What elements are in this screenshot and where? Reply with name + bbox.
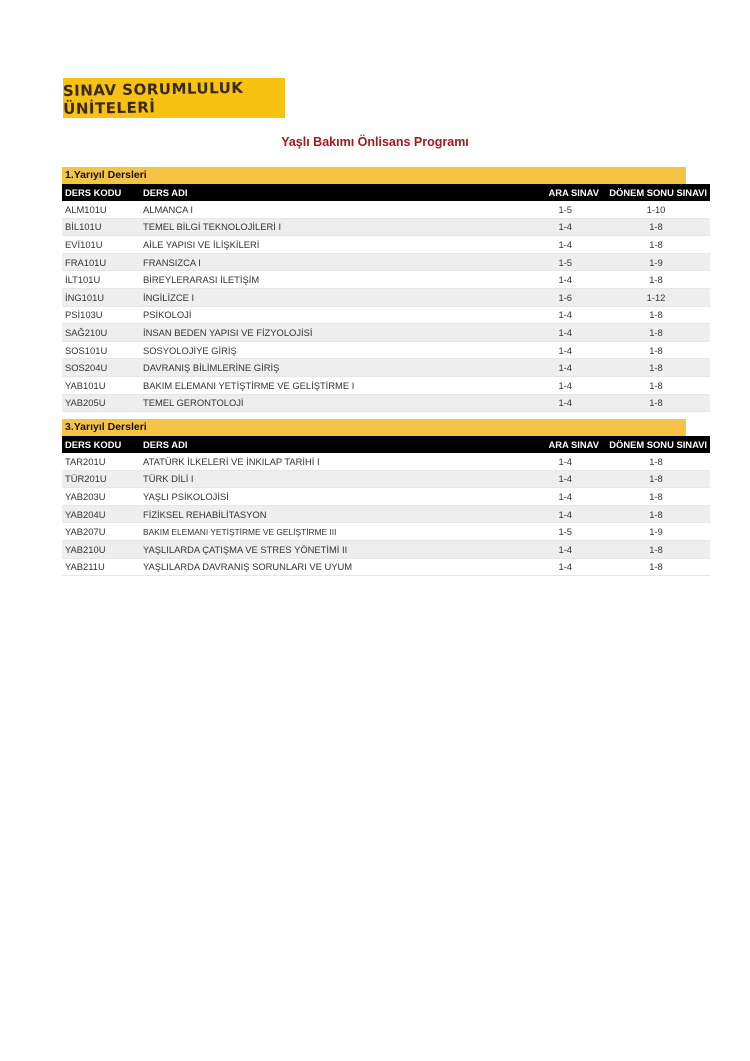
course-code: EVİ101U	[62, 236, 140, 254]
final-units: 1-8	[602, 376, 710, 394]
table-row	[62, 540, 710, 558]
course-code: SAĞ210U	[62, 324, 140, 342]
course-name: İNSAN BEDEN YAPISI VE FİZYOLOJİSİ	[140, 324, 486, 342]
midterm-units: 1-4	[486, 558, 602, 576]
midterm-units: 1-4	[486, 218, 602, 236]
table-header-row	[62, 436, 710, 453]
section-semester-3	[62, 419, 707, 576]
course-name: BAKIM ELEMANI YETİŞTİRME VE GELİŞTİRME III	[140, 523, 486, 541]
final-units: 1-8	[602, 470, 710, 488]
course-code: YAB210U	[62, 540, 140, 558]
table-row	[62, 236, 710, 254]
table-row	[62, 341, 710, 359]
section-title: 1.Yarıyıl Dersleri	[62, 167, 686, 184]
course-name: FİZİKSEL REHABİLİTASYON	[140, 505, 486, 523]
course-name: TEMEL BİLGİ TEKNOLOJİLERİ I	[140, 218, 486, 236]
final-units: 1-12	[602, 288, 710, 306]
course-code: ALM101U	[62, 201, 140, 218]
final-units: 1-8	[602, 271, 710, 289]
course-code: YAB204U	[62, 505, 140, 523]
midterm-units: 1-4	[486, 306, 602, 324]
midterm-units: 1-6	[486, 288, 602, 306]
final-units: 1-9	[602, 253, 710, 271]
midterm-units: 1-4	[486, 341, 602, 359]
midterm-units: 1-4	[486, 505, 602, 523]
midterm-units: 1-4	[486, 236, 602, 254]
col-header-midterm: ARA SINAV	[486, 184, 602, 201]
midterm-units: 1-4	[486, 271, 602, 289]
final-units: 1-8	[602, 540, 710, 558]
course-name: FRANSIZCA I	[140, 253, 486, 271]
table-row	[62, 201, 710, 218]
course-name: AİLE YAPISI VE İLİŞKİLERİ	[140, 236, 486, 254]
midterm-units: 1-4	[486, 470, 602, 488]
table-row	[62, 505, 710, 523]
table-row	[62, 253, 710, 271]
course-name: PSİKOLOJİ	[140, 306, 486, 324]
final-units: 1-8	[602, 505, 710, 523]
table-row	[62, 470, 710, 488]
course-code: SOS101U	[62, 341, 140, 359]
course-code: YAB203U	[62, 488, 140, 506]
col-header-name: DERS ADI	[140, 184, 486, 201]
table-row	[62, 271, 710, 289]
final-units: 1-8	[602, 324, 710, 342]
col-header-code: DERS KODU	[62, 436, 140, 453]
course-code: YAB207U	[62, 523, 140, 541]
final-units: 1-8	[602, 558, 710, 576]
table-row	[62, 394, 710, 412]
course-name: YAŞLI PSİKOLOJİSİ	[140, 488, 486, 506]
banner-title: SINAV SORUMLULUK ÜNİTELERİ	[62, 78, 244, 118]
course-code: TAR201U	[62, 453, 140, 470]
final-units: 1-8	[602, 341, 710, 359]
course-name: ATATÜRK İLKELERİ VE İNKILAP TARİHİ I	[140, 453, 486, 470]
final-units: 1-8	[602, 218, 710, 236]
midterm-units: 1-4	[486, 324, 602, 342]
midterm-units: 1-4	[486, 488, 602, 506]
midterm-units: 1-4	[486, 540, 602, 558]
course-name: BAKIM ELEMANI YETİŞTİRME VE GELİŞTİRME I	[140, 376, 486, 394]
midterm-units: 1-5	[486, 523, 602, 541]
course-name: BİREYLERARASI İLETİŞİM	[140, 271, 486, 289]
table-body	[62, 201, 710, 412]
midterm-units: 1-5	[486, 201, 602, 218]
col-header-code: DERS KODU	[62, 184, 140, 201]
midterm-units: 1-5	[486, 253, 602, 271]
final-units: 1-10	[602, 201, 710, 218]
table-row	[62, 453, 710, 470]
course-name: İNGİLİZCE I	[140, 288, 486, 306]
table-body	[62, 453, 710, 576]
course-code: TÜR201U	[62, 470, 140, 488]
table-row	[62, 218, 710, 236]
course-name: YAŞLILARDA ÇATIŞMA VE STRES YÖNETİMİ II	[140, 540, 486, 558]
final-units: 1-9	[602, 523, 710, 541]
table-row	[62, 324, 710, 342]
program-title: Yaşlı Bakımı Önlisans Programı	[281, 135, 469, 149]
final-units: 1-8	[602, 359, 710, 377]
course-table	[62, 184, 710, 412]
col-header-midterm: ARA SINAV	[486, 436, 602, 453]
table-row	[62, 288, 710, 306]
table-row	[62, 558, 710, 576]
course-code: YAB205U	[62, 394, 140, 412]
course-name: TÜRK DİLİ I	[140, 470, 486, 488]
section-title: 3.Yarıyıl Dersleri	[62, 419, 686, 436]
table-row	[62, 306, 710, 324]
course-name: ALMANCA I	[140, 201, 486, 218]
course-code: BİL101U	[62, 218, 140, 236]
course-table	[62, 436, 710, 576]
course-name: YAŞLILARDA DAVRANIŞ SORUNLARI VE UYUM	[140, 558, 486, 576]
midterm-units: 1-4	[486, 453, 602, 470]
final-units: 1-8	[602, 236, 710, 254]
table-row	[62, 376, 710, 394]
midterm-units: 1-4	[486, 359, 602, 377]
course-name: DAVRANIŞ BİLİMLERİNE GİRİŞ	[140, 359, 486, 377]
course-code: PSİ103U	[62, 306, 140, 324]
page-banner	[63, 78, 285, 118]
table-row	[62, 359, 710, 377]
table-row	[62, 488, 710, 506]
col-header-final: DÖNEM SONU SINAVI	[602, 184, 710, 201]
course-code: SOS204U	[62, 359, 140, 377]
course-code: FRA101U	[62, 253, 140, 271]
table-header-row	[62, 184, 710, 201]
final-units: 1-8	[602, 306, 710, 324]
section-semester-1	[62, 167, 707, 412]
table-row	[62, 523, 710, 541]
col-header-final: DÖNEM SONU SINAVI	[602, 436, 710, 453]
midterm-units: 1-4	[486, 376, 602, 394]
course-code: YAB101U	[62, 376, 140, 394]
course-code: YAB211U	[62, 558, 140, 576]
col-header-name: DERS ADI	[140, 436, 486, 453]
midterm-units: 1-4	[486, 394, 602, 412]
final-units: 1-8	[602, 394, 710, 412]
final-units: 1-8	[602, 453, 710, 470]
final-units: 1-8	[602, 488, 710, 506]
course-code: İNG101U	[62, 288, 140, 306]
course-name: TEMEL GERONTOLOJİ	[140, 394, 486, 412]
course-name: SOSYOLOJİYE GİRİŞ	[140, 341, 486, 359]
course-code: İLT101U	[62, 271, 140, 289]
